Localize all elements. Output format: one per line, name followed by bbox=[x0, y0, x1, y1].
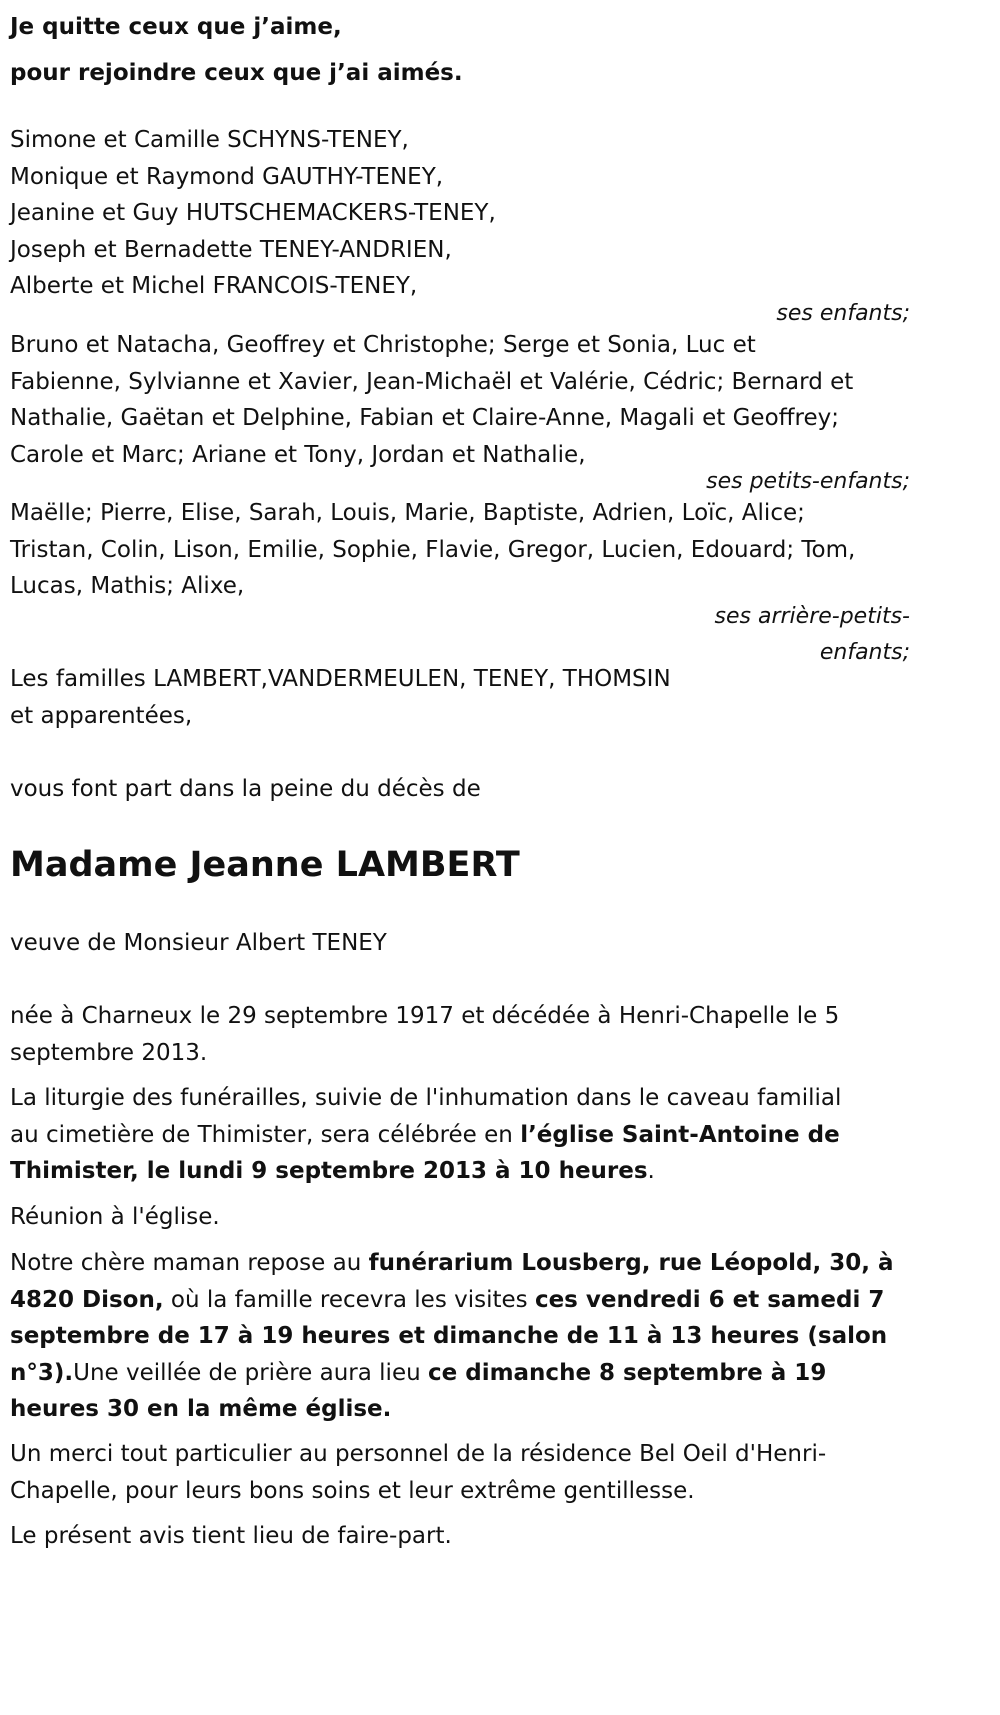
grandchildren-line: Carole et Marc; Ariane et Tony, Jordan et Nathalie, bbox=[10, 441, 586, 468]
epitaph-line-1: Je quitte ceux que j’aime, bbox=[10, 14, 342, 40]
vigil-date: ce dimanche 8 septembre à 19 bbox=[427, 1359, 827, 1386]
child-line: Simone et Camille SCHYNS-TENEY, bbox=[10, 127, 409, 153]
child-line: Monique et Raymond GAUTHY-TENEY, bbox=[10, 163, 444, 190]
families-line-2: et apparentées, bbox=[10, 702, 193, 729]
thanks-line-2: Chapelle, pour leurs bons soins et leur extrême gentillesse. bbox=[10, 1477, 695, 1504]
thanks-line-1: Un merci tout particulier au personnel de la résidence Bel Oeil d'Henri- bbox=[10, 1441, 827, 1467]
visits-line-1 bbox=[10, 1245, 894, 1282]
visits-l4-text: Une veillée de prière aura lieu bbox=[73, 1359, 428, 1386]
families-line-1: Les familles LAMBERT,VANDERMEULEN, TENEY, THOMSIN bbox=[10, 666, 671, 692]
closing-text: Le présent avis tient lieu de faire-part. bbox=[10, 1523, 452, 1549]
birth-death-block bbox=[10, 998, 839, 1071]
visits-l2-text: où la famille recevra les visites bbox=[163, 1286, 535, 1313]
birth-death-line-2: septembre 2013. bbox=[10, 1039, 208, 1066]
child-line: Alberte et Michel FRANCOIS-TENEY, bbox=[10, 273, 418, 299]
visits-days: ces vendredi 6 et samedi 7 bbox=[534, 1286, 885, 1313]
great-grandchildren-line: Tristan, Colin, Lison, Emilie, Sophie, Flavie, Gregor, Lucien, Edouard; Tom, bbox=[10, 536, 856, 563]
great-grandchildren-line: Maëlle; Pierre, Elise, Sarah, Louis, Marie, Baptiste, Adrien, Loïc, Alice; bbox=[10, 500, 805, 526]
children-section bbox=[10, 122, 910, 329]
birth-death-line-1: née à Charneux le 29 septembre 1917 et décédée à Henri-Chapelle le 5 bbox=[10, 1003, 840, 1029]
visits-line-2 bbox=[10, 1282, 894, 1319]
visits-salon: n°3). bbox=[10, 1359, 74, 1386]
visits-line-5: heures 30 en la même église. bbox=[10, 1396, 392, 1422]
announcement bbox=[10, 771, 481, 808]
meeting-text: Réunion à l'église. bbox=[10, 1204, 220, 1230]
child-line: Joseph et Bernadette TENEY-ANDRIEN, bbox=[10, 236, 452, 263]
funeral-block bbox=[10, 1080, 841, 1190]
visits-line-3: septembre de 17 à 19 heures et dimanche de 11 à 13 heures (salon bbox=[10, 1323, 888, 1349]
widow-of: veuve de Monsieur Albert TENEY bbox=[10, 930, 387, 956]
epitaph-line-2: pour rejoindre ceux que j’ai aimés. bbox=[10, 60, 463, 86]
announcement-text: vous font part dans la peine du décès de bbox=[10, 776, 481, 802]
visits-l1-text: Notre chère maman repose au bbox=[10, 1250, 369, 1276]
thanks-block bbox=[10, 1436, 826, 1509]
funeral-line-2-text: au cimetière de Thimister, sera célébrée en bbox=[10, 1121, 521, 1148]
funeral-line-3 bbox=[10, 1153, 841, 1190]
great-grandchildren-line: Lucas, Mathis; Alixe, bbox=[10, 573, 245, 599]
families-section bbox=[10, 661, 671, 734]
epitaph bbox=[10, 4, 463, 96]
grandchildren-line: Bruno et Natacha, Geoffrey et Christophe; Serge et Sonia, Luc et bbox=[10, 332, 756, 358]
visits-funeral-home: funérarium Lousberg, rue Léopold, 30, à bbox=[368, 1250, 894, 1276]
grandchildren-section bbox=[10, 327, 910, 497]
funeral-line-2 bbox=[10, 1117, 841, 1154]
great-grandchildren-section bbox=[10, 495, 910, 671]
funeral-church: l’église Saint-Antoine de bbox=[520, 1121, 840, 1148]
funeral-date: Thimister, le lundi 9 septembre 2013 à 10 heures bbox=[10, 1158, 648, 1184]
great-grandchildren-label-1: ses arrière-petits- bbox=[714, 603, 910, 629]
widow-of-block bbox=[10, 925, 387, 962]
deceased-name: Madame Jeanne LAMBERT bbox=[10, 845, 520, 885]
closing-block bbox=[10, 1518, 452, 1555]
deceased-name-block bbox=[10, 840, 520, 890]
meeting-block bbox=[10, 1199, 220, 1236]
visits-block bbox=[10, 1245, 894, 1428]
funeral-line-1: La liturgie des funérailles, suivie de l'inhumation dans le caveau familial bbox=[10, 1085, 842, 1111]
visits-line-4 bbox=[10, 1355, 894, 1392]
visits-city: 4820 Dison, bbox=[10, 1286, 164, 1313]
grandchildren-line: Nathalie, Gaëtan et Delphine, Fabian et Claire-Anne, Magali et Geoffrey; bbox=[10, 405, 839, 431]
great-grandchildren-label-2: enfants; bbox=[819, 639, 910, 665]
grandchildren-line: Fabienne, Sylvianne et Xavier, Jean-Michaël et Valérie, Cédric; Bernard et bbox=[10, 368, 854, 395]
funeral-line-3-end: . bbox=[647, 1158, 655, 1184]
children-label: ses enfants; bbox=[776, 300, 910, 326]
grandchildren-label: ses petits-enfants; bbox=[706, 469, 910, 494]
child-line: Jeanine et Guy HUTSCHEMACKERS-TENEY, bbox=[10, 200, 496, 226]
